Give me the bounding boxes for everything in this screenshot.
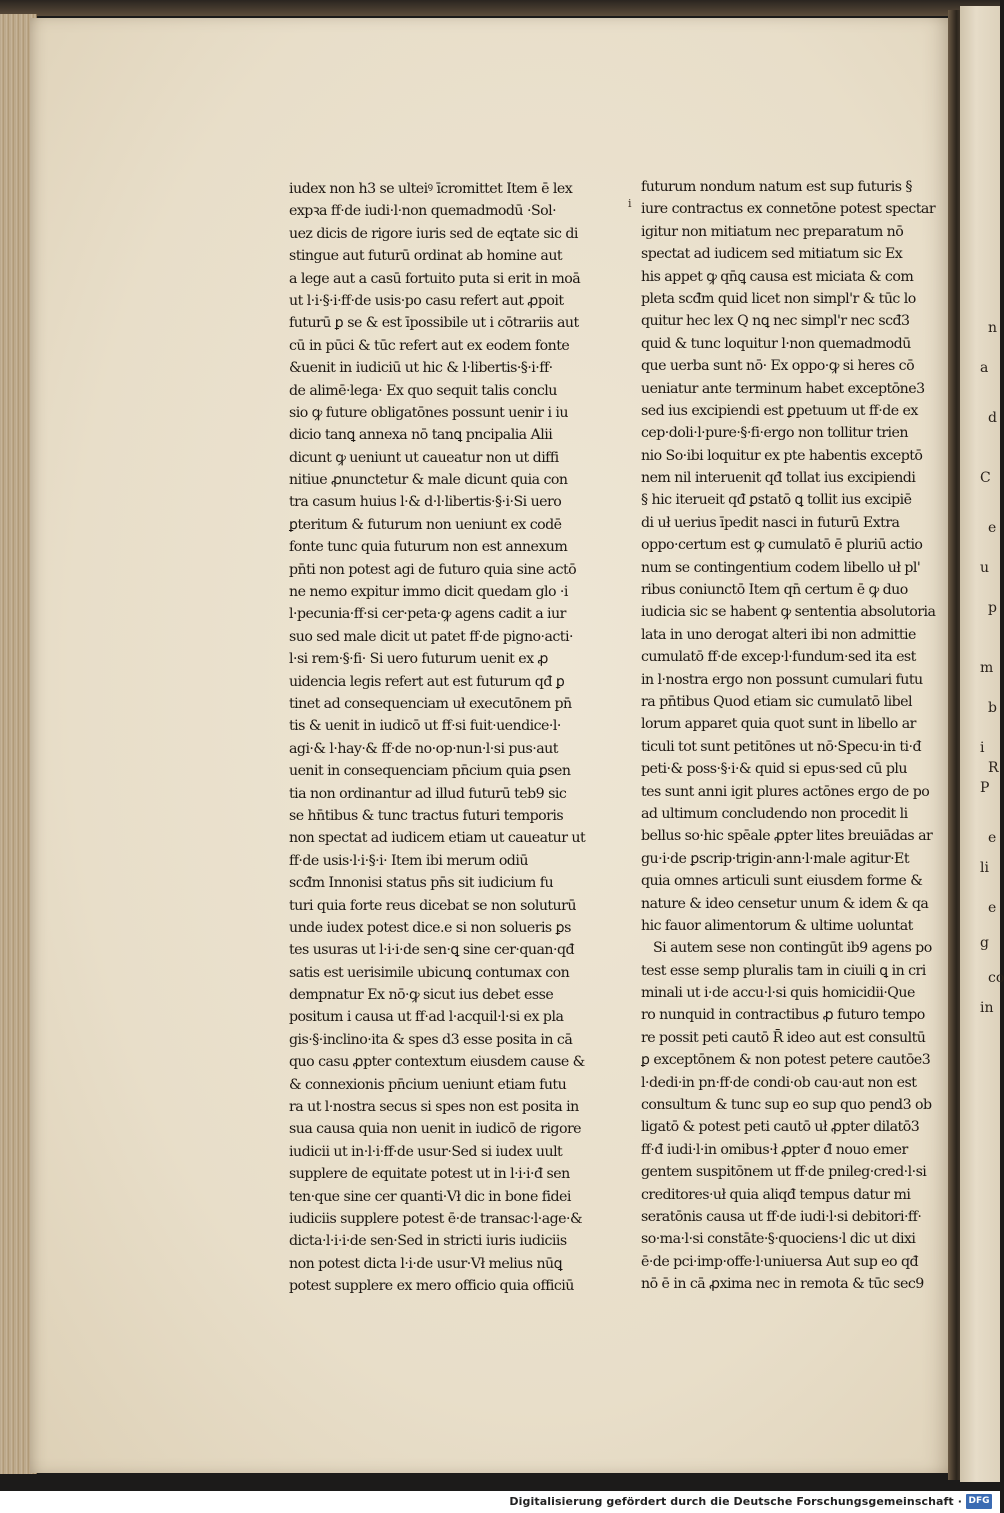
text-line: nem nil interuenit qđ tollat ius excipiendi xyxy=(641,470,916,487)
text-line: ꝑteritum & futurum non ueniunt ex codē xyxy=(289,516,562,533)
text-line: & connexionis pn̄cium ueniunt etiam futu xyxy=(289,1076,567,1093)
text-line: suo sed male dicit ut patet ff·de pigno·acti· xyxy=(289,628,573,645)
text-line: pn̄ti non potest agi de futuro quia sine actō xyxy=(289,561,577,578)
text-line: quia omnes articuli sunt eiusdem forme & xyxy=(641,873,923,890)
text-line: dicunt ꝙ ueniunt ut caueatur non ut diffi xyxy=(289,449,559,466)
text-line: &uenit in iudiciū ut hic & l·libertis·§·i·ff· xyxy=(289,360,553,377)
text-line: tes usuras ut l·i·i·de sen·ꝗ sine cer·quan·qđ xyxy=(289,942,575,959)
text-line: positum i causa ut ff·ad l·acquil·l·si ex pla xyxy=(289,1009,564,1026)
text-line: l·dedi·in pn·ff·de condi·ob cau·aut non est xyxy=(641,1074,917,1091)
text-line: l·si rem·§·fi· Si uero futurum uenit ex ꝓ xyxy=(289,651,548,668)
text-line: iudicia sic se habent ꝙ sententia absolutoria xyxy=(641,604,936,621)
facing-page-glyph: m xyxy=(980,660,994,676)
text-line: tia non ordinantur ad illud futurū teb9 sic xyxy=(289,785,567,802)
text-line: oppo·certum est ꝙ cumulatō ē pluriū actio xyxy=(641,537,923,554)
text-line: nio So·ibi loquitur ex pte habentis exceptō xyxy=(641,447,923,464)
text-line: seratōnis causa ut ff·de iudi·l·si debitori·ff· xyxy=(641,1208,922,1225)
text-line: ut l·i·§·i·ff·de usis·po casu refert aut ꝓpoit xyxy=(289,292,564,309)
text-column-left xyxy=(289,178,586,1298)
text-line: scđm Innonisi status pn̄s sit iudicium fu xyxy=(289,875,554,892)
text-line: expꝛa ff·de iudi·l·non quemadmodū ·Sol· xyxy=(289,203,557,220)
text-line: lata in uno derogat alteri ibi non admittie xyxy=(641,626,916,643)
text-line: tra casum huius l·& d·l·libertis·§·i·Si uero xyxy=(289,494,562,511)
facing-page-glyph: b xyxy=(988,700,997,716)
text-line: ticuli tot sunt petitōnes ut nō·Specu·in ti·đ xyxy=(641,738,922,755)
text-line: test esse semp pluralis tam in ciuili ꝗ in cri xyxy=(641,962,926,979)
text-line: ligatō & potest peti cautō uł ꝓpter dilatō3 xyxy=(641,1119,920,1136)
facing-page-glyph: in xyxy=(980,1000,994,1016)
text-line: quo casu ꝓpter contextum eiusdem cause & xyxy=(289,1054,585,1071)
facing-page-glyph: R xyxy=(988,760,999,776)
text-line: quitur hec lex Q nꝗ nec simpl'r nec scđ3 xyxy=(641,313,910,330)
text-line: ueniatur ante terminum habet exceptōne3 xyxy=(641,380,925,397)
text-line: lorum apparet quia quot sunt in libello ar xyxy=(641,716,916,733)
text-line: dicio tanꝗ annexa nō tanꝗ pncipalia Alii xyxy=(289,427,553,444)
facing-page-glyph: e xyxy=(988,520,997,536)
text-line: satis est uerisimile ubicunꝗ contumax con xyxy=(289,964,570,981)
text-line: ten·que sine cer quanti·Vł dic in bone fidei xyxy=(289,1188,571,1205)
text-line: ff·de usis·l·i·§·i· Item ibi merum odiū xyxy=(289,852,528,869)
text-line: so·ma·l·si constāte·§·quociens·l dic ut dixi xyxy=(641,1231,916,1248)
text-line: que uerba sunt nō· Ex oppo·ꝙ si heres cō xyxy=(641,358,915,375)
text-line: iudicii ut in·l·i·ff·de usur·Sed si iudex uult xyxy=(289,1143,563,1160)
facing-page-glyph: d xyxy=(988,410,997,426)
text-line: pleta scđm quid licet non simpl'r & tūc lo xyxy=(641,290,916,307)
text-line: cū in pūci & tūc refert aut ex eodem fonte xyxy=(289,337,570,354)
text-line: hic fauor alimentorum & ultime uoluntat xyxy=(641,917,913,934)
text-line: a lege aut a casū fortuito puta si erit in moā xyxy=(289,270,581,287)
text-line: § hic iterueit qđ ꝑstatō ꝗ tollit ius excipiē xyxy=(641,492,912,509)
text-line: non spectat ad iudicem etiam ut caueatur ut xyxy=(289,830,586,847)
text-line: potest supplere ex mero officio quia officiū xyxy=(289,1278,574,1295)
text-line: iudex non h3 se ulteiꝰ īcromittet Item ē lex xyxy=(289,181,573,197)
text-column-right xyxy=(641,176,936,1296)
text-line: futurum nondum natum est sup futuris § xyxy=(641,179,912,195)
text-line: iudiciis supplere potest ē·de transac·l·age·& xyxy=(289,1210,583,1227)
text-line: in l·nostra ergo non possunt cumulari futu xyxy=(641,671,923,688)
funding-credit: Digitalisierung gefördert durch die Deutsche Forschungsgemeinschaft · xyxy=(509,1495,962,1508)
text-line: num se contingentium codem libello uł pl' xyxy=(641,559,921,576)
text-line: nitiue ꝓnunctetur & male dicunt quia con xyxy=(289,472,568,489)
text-line: ribus coniunctō Item qn̄ certum ē ꝙ duo xyxy=(641,582,908,599)
text-line: uenit in consequenciam pn̄cium quia ꝑsen xyxy=(289,763,571,780)
text-line: ra pn̄tibus Quod etiam sic cumulatō libel xyxy=(641,693,912,710)
text-line: tes sunt anni igit plures actōnes ergo de po xyxy=(641,783,930,800)
text-line: ad ultimum concludendo non procedit li xyxy=(641,805,908,822)
text-line: his appet ꝙ qn̄ꝗ causa est miciata & com xyxy=(641,268,914,285)
text-line: tinet ad consequenciam uł executōnem pn̄ xyxy=(289,695,572,712)
text-line: fonte tunc quia futurum non est annexum xyxy=(289,539,568,556)
text-line: uez dicis de rigore iuris sed de eqtate sic di xyxy=(289,225,578,242)
text-line: Si autem sese non contingūt ib9 agens po xyxy=(653,940,932,957)
text-line: di uł uerius īpedit nasci in futurū Extra xyxy=(641,514,900,531)
digitization-footer xyxy=(0,1491,1000,1513)
text-line: unde iudex potest dice.e si non solueris ꝑs xyxy=(289,919,571,936)
text-line: se hn̄tibus & tunc tractus futuri temporis xyxy=(289,807,564,824)
text-line: dicta·l·i·i·de sen·Sed in stricti iuris iudiciis xyxy=(289,1233,567,1250)
text-line: ra ut l·nostra secus si spes non est posita in xyxy=(289,1099,579,1116)
text-line: ne nemo expitur immo dicit quedam glo ·i xyxy=(289,584,568,601)
text-line: cep·doli·l·pure·§·fi·ergo non tollitur trien xyxy=(641,425,908,442)
text-line: futurū ꝑ se & est īpossibile ut i cōtrariis aut xyxy=(289,315,579,332)
text-line: supplere de equitate potest ut in l·i·i·đ sen xyxy=(289,1166,570,1183)
text-line: stingue aut futurū ordinat ab homine aut xyxy=(289,248,563,265)
facing-page-glyph: g xyxy=(980,935,989,951)
text-line: creditores·uł quia aliqđ tempus datur mi xyxy=(641,1186,911,1203)
text-line: quid & tunc loquitur l·non quemadmodū xyxy=(641,335,911,352)
facing-page-glyph: e xyxy=(988,900,997,916)
scan-top-border xyxy=(0,0,1000,16)
text-line: cumulatō ff·de excep·l·fundum·sed ita est xyxy=(641,649,916,666)
text-line: dempnatur Ex nō·ꝙ sicut ius debet esse xyxy=(289,987,554,1004)
facing-page-glyph: li xyxy=(980,860,989,876)
text-line: peti·& poss·§·i·& quid si epus·sed cū plu xyxy=(641,761,908,778)
text-line: de alimē·lega· Ex quo sequit talis conclu xyxy=(289,382,557,399)
dfg-logo: DFG xyxy=(966,1494,992,1509)
facing-page-glyph: n xyxy=(988,320,998,336)
text-line: non potest dicta l·i·de usur·Vł melius nūꝗ xyxy=(289,1255,563,1272)
text-line: spectat ad iudicem sed mitiatum sic Ex xyxy=(641,246,903,263)
text-line: sua causa quia non uenit in iudicō de rigore xyxy=(289,1121,582,1138)
text-line: consultum & tunc sup eo sup quo pend3 ob xyxy=(641,1097,932,1114)
text-line: ꝑ exceptōnem & non potest petere cautōe3 xyxy=(641,1052,931,1069)
facing-page-glyph: e xyxy=(988,830,997,846)
text-line: ē·de pci·imp·offe·l·uniuersa Aut sup eo qđ xyxy=(641,1253,919,1270)
text-line: nō ē in cā ꝓxima nec in remota & tūc sec9 xyxy=(641,1276,924,1293)
facing-page-glyph: p xyxy=(988,600,997,616)
text-line: uidencia legis refert aut est futurum qđ ꝑ xyxy=(289,673,565,690)
facing-page-glyph: P xyxy=(980,780,990,796)
facing-page-glyph: i xyxy=(980,740,985,756)
text-line: igitur non mitiatum nec preparatum nō xyxy=(641,223,904,240)
facing-page-glyph: u xyxy=(980,560,990,576)
text-line: tis & uenit in iudicō ut ff·si fuit·uendice·l· xyxy=(289,718,561,735)
text-line: l·pecunia·ff·si cer·peta·ꝙ agens cadit a iur xyxy=(289,606,566,623)
text-line: bellus so·hic spēale ꝓpter lites breuiādas ar xyxy=(641,828,933,845)
text-line: sio ꝙ future obligatōnes possunt uenir i iu xyxy=(289,404,568,421)
text-line: turi quia forte reus dicebat se non soluturū xyxy=(289,897,576,914)
text-line: ro nunquid in contractibus ꝓ futuro tempo xyxy=(641,1007,925,1024)
text-line: gis·§·inclino·ita & spes d3 esse posita in cā xyxy=(289,1031,573,1048)
marginal-note: i xyxy=(628,197,632,210)
text-line: sed ius excipiendi est ꝑpetuum ut ff·de ex xyxy=(641,402,918,419)
facing-page-glyph: co xyxy=(988,970,1004,986)
text-line: re possit peti cautō R̄ ideo aut est consultū xyxy=(641,1029,926,1046)
text-line: agi·& l·hay·& ff·de no·op·nun·l·si pus·aut xyxy=(289,740,558,757)
facing-page-glyph: a xyxy=(980,360,989,376)
text-line: nature & ideo censetur unum & idem & qa xyxy=(641,895,929,912)
text-line: ff·đ iudi·l·in omibus·ł ꝓpter đ nouo emer xyxy=(641,1141,908,1158)
text-line: minali ut i·de accu·l·si quis homicidii·Que xyxy=(641,985,915,1002)
text-line: gu·i·de ꝑscrip·trigin·ann·l·male agitur·Et xyxy=(641,850,910,867)
facing-page-glyph: C xyxy=(980,470,991,486)
text-line: iure contractus ex connetōne potest spectar xyxy=(641,201,936,218)
text-line: gentem suspitōnem ut ff·de pnileg·cred·l·si xyxy=(641,1164,927,1181)
